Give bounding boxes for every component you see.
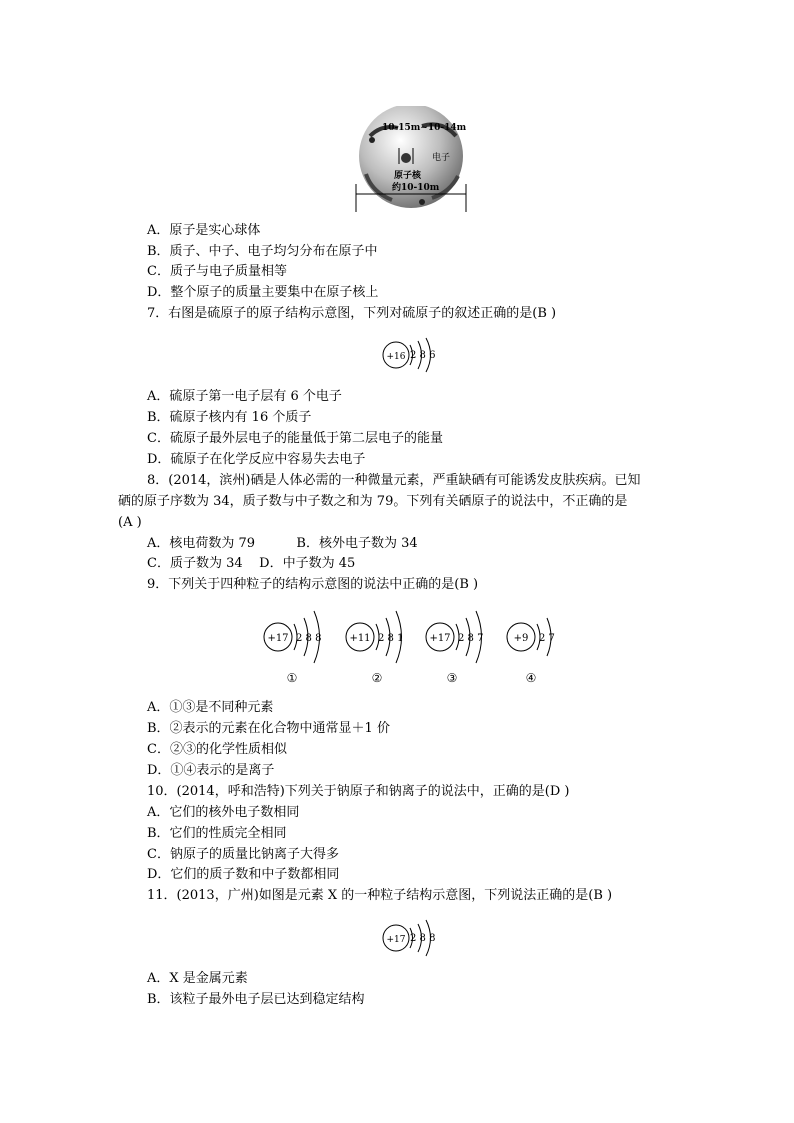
q7-shell-label: 2 8 6 bbox=[410, 350, 436, 361]
q7-option-b: B．硫原子核内有 16 个质子 bbox=[147, 410, 312, 425]
q6-option-b: B．质子、中子、电子均匀分布在原子中 bbox=[147, 244, 378, 259]
atom-size-label: 约10-10m bbox=[392, 183, 440, 193]
atom-range-label: 10-15m~10-14m bbox=[382, 123, 467, 133]
q9-diagram-4 bbox=[505, 606, 565, 686]
q6-option-a: A．原子是实心球体 bbox=[147, 223, 261, 238]
q9-diagram-2 bbox=[344, 606, 414, 686]
q9-d1-nucleus: +17 bbox=[267, 633, 289, 644]
q10-stem: 10．(2014，呼和浩特)下列关于钠原子和钠离子的说法中，正确的是(D ) bbox=[147, 784, 570, 799]
q9-d1-label: ① bbox=[286, 671, 298, 685]
q9-d3-shells: 2 8 7 bbox=[458, 633, 484, 644]
q10-option-b: B．它们的性质完全相同 bbox=[147, 826, 287, 841]
q9-d4-nucleus: +9 bbox=[513, 633, 529, 644]
q11-shell-label: 2 8 8 bbox=[410, 933, 436, 944]
q9-diagram-3 bbox=[424, 606, 494, 686]
q9-option-a: A．①③是不同种元素 bbox=[147, 700, 274, 715]
q8-stem-line2: 硒的原子序数为 34，质子数与中子数之和为 79。下列有关硒原子的说法中，不正确的是 bbox=[118, 494, 628, 509]
q9-d3-label: ③ bbox=[446, 671, 458, 685]
q8-stem-line1: 8．(2014，滨州)硒是人体必需的一种微量元素，严重缺硒有可能诱发皮肤疾病。已知 bbox=[147, 473, 641, 488]
q9-d2-nucleus: +11 bbox=[349, 633, 371, 644]
q7-option-d: D．硫原子在化学反应中容易失去电子 bbox=[147, 452, 366, 467]
q9-option-b: B．②表示的元素在化合物中通常显＋1 价 bbox=[147, 721, 390, 736]
q11-option-b: B．该粒子最外电子层已达到稳定结构 bbox=[147, 992, 365, 1007]
q11-option-a: A．X 是金属元素 bbox=[147, 971, 248, 986]
q6-option-c: C．质子与电子质量相等 bbox=[147, 264, 287, 279]
q7-sulfur-diagram bbox=[380, 336, 440, 374]
q9-d2-label: ② bbox=[371, 671, 383, 685]
q11-stem: 11．(2013，广州)如图是元素 X 的一种粒子结构示意图，下列说法正确的是(B ) bbox=[147, 888, 613, 903]
q9-diagram-1 bbox=[262, 606, 332, 686]
q11-particle-diagram bbox=[380, 918, 440, 958]
q9-option-d: D．①④表示的是离子 bbox=[147, 763, 275, 778]
q9-d3-nucleus: +17 bbox=[429, 633, 451, 644]
q10-option-c: C．钠原子的质量比钠离子大得多 bbox=[147, 847, 339, 862]
atom-nucleus-label: 原子核 bbox=[394, 171, 422, 181]
q10-option-a: A．它们的核外电子数相同 bbox=[147, 805, 300, 820]
q7-option-a: A．硫原子第一电子层有 6 个电子 bbox=[147, 389, 342, 404]
q6-option-d: D．整个原子的质量主要集中在原子核上 bbox=[147, 285, 379, 300]
q10-option-d: D．它们的质子数和中子数都相同 bbox=[147, 867, 340, 882]
q11-nucleus-label: +17 bbox=[386, 935, 406, 945]
q7-option-c: C．硫原子最外层电子的能量低于第二层电子的能量 bbox=[147, 431, 443, 446]
q8-stem-line3: (A ) bbox=[118, 515, 142, 530]
q7-stem: 7．右图是硫原子的原子结构示意图，下列对硫原子的叙述正确的是(B ) bbox=[147, 306, 557, 321]
q8-options-row2: C．质子数为 34 D．中子数为 45 bbox=[147, 556, 356, 571]
atom-structure-figure bbox=[352, 106, 470, 216]
q8-options-row1: A．核电荷数为 79 B．核外电子数为 34 bbox=[147, 536, 418, 551]
q9-stem: 9．下列关于四种粒子的结构示意图的说法中正确的是(B ) bbox=[147, 577, 479, 592]
q9-d4-label: ④ bbox=[525, 671, 537, 685]
q9-d4-shells: 2 7 bbox=[539, 633, 555, 644]
atom-electron-label: 电子 bbox=[432, 153, 451, 163]
q9-d1-shells: 2 8 8 bbox=[296, 633, 322, 644]
q9-d2-shells: 2 8 1 bbox=[378, 633, 404, 644]
q9-option-c: C．②③的化学性质相似 bbox=[147, 742, 287, 757]
q7-nucleus-label: +16 bbox=[386, 352, 406, 362]
nucleus bbox=[401, 153, 411, 163]
